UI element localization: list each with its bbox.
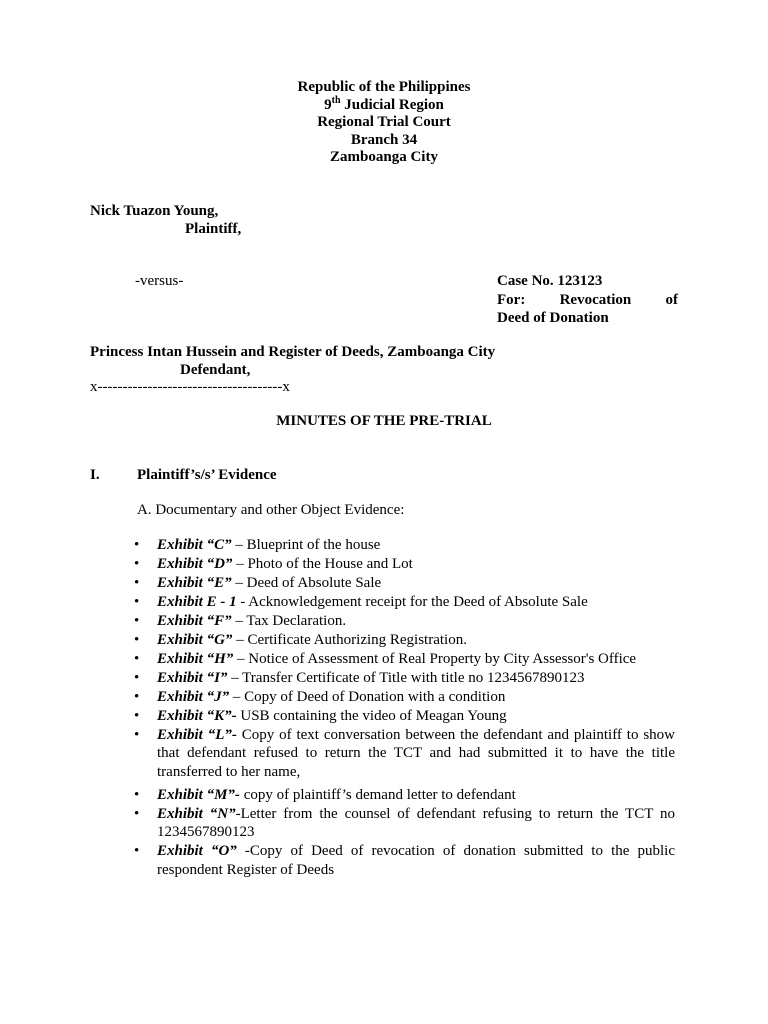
case-for-label: For: [497, 291, 526, 308]
exhibit-description: USB containing the video of Meagan Young [236, 707, 507, 724]
bullet-icon: • [134, 843, 140, 860]
case-number: Case No. 123123 [497, 273, 603, 289]
exhibit-label: Exhibit “I” [157, 669, 228, 686]
exhibit-description: – Copy of Deed of Donation with a condition [229, 688, 506, 705]
plaintiff-role: Plaintiff, [185, 221, 242, 237]
bullet-icon: • [134, 593, 140, 610]
case-caption [497, 272, 678, 328]
bullet-icon: • [134, 574, 140, 591]
exhibit-description: -Copy of Deed of revocation of donation submitted to the public respondent Register of Deeds [157, 843, 675, 878]
defendant-role: Defendant, [180, 362, 251, 378]
header-court: Regional Trial Court [317, 114, 451, 131]
exhibit-description: – Certificate Authorizing Registration. [232, 631, 467, 648]
exhibit-item [134, 555, 675, 574]
header-city: Zamboanga City [330, 149, 438, 166]
subsection-heading: A. Documentary and other Object Evidence: [137, 502, 405, 518]
bullet-icon: • [134, 669, 140, 686]
versus-text: -versus- [135, 273, 184, 289]
case-for-word2: of [665, 291, 678, 308]
header-republic: Republic of the Philippines [297, 79, 471, 95]
case-for-line2: Deed of Donation [497, 310, 609, 326]
exhibit-list [134, 536, 675, 880]
exhibit-label: Exhibit “J” [157, 688, 230, 705]
exhibit-label: Exhibit “F” [157, 612, 232, 629]
exhibit-label: Exhibit “K”- [157, 707, 237, 724]
exhibit-item [134, 574, 675, 593]
bullet-icon: • [134, 631, 140, 648]
bullet-icon: • [134, 612, 140, 629]
exhibit-description: – Notice of Assessment of Real Property by City Assessor's Office [233, 650, 637, 667]
exhibit-item [134, 707, 675, 726]
exhibit-description: – Photo of the House and Lot [232, 555, 413, 572]
caption-separator: x-------------------------------------x [90, 379, 290, 395]
exhibit-description: – Tax Declaration. [231, 612, 347, 629]
case-for-word1: Revocation [559, 291, 632, 308]
bullet-icon: • [134, 805, 140, 822]
exhibit-item [134, 650, 675, 669]
court-header [0, 79, 768, 167]
document-title: MINUTES OF THE PRE-TRIAL [276, 413, 492, 429]
exhibit-item [134, 536, 675, 555]
exhibit-item [134, 805, 675, 842]
exhibit-label: Exhibit E - 1 [157, 593, 237, 610]
section-numeral: I. [90, 467, 100, 483]
exhibit-label: Exhibit “H” [157, 650, 234, 667]
exhibit-item [134, 842, 675, 879]
bullet-icon: • [134, 786, 140, 803]
section-heading: Plaintiff’s/s’ Evidence [137, 467, 277, 483]
exhibit-item [134, 688, 675, 707]
plaintiff-name: Nick Tuazon Young, [90, 203, 219, 219]
exhibit-description: – Blueprint of the house [231, 537, 381, 553]
exhibit-label: Exhibit “E” [157, 574, 232, 591]
exhibit-item [134, 593, 675, 612]
exhibit-item [134, 726, 675, 782]
bullet-icon: • [134, 650, 140, 667]
exhibit-label: Exhibit “D” [157, 555, 233, 572]
case-for-line [497, 291, 678, 310]
exhibit-label: Exhibit “G” [157, 631, 233, 648]
exhibit-description: – Transfer Certificate of Title with title no 1234567890123 [227, 669, 585, 686]
exhibit-description: - Acknowledgement receipt for the Deed of Absolute Sale [236, 593, 588, 610]
bullet-icon: • [134, 726, 140, 743]
exhibit-label: Exhibit “O” [157, 843, 237, 860]
bullet-icon: • [134, 555, 140, 572]
exhibit-item [134, 612, 675, 631]
defendant-name: Princess Intan Hussein and Register of Deeds, Zamboanga City [90, 344, 496, 360]
exhibit-item [134, 669, 675, 688]
bullet-icon: • [134, 707, 140, 724]
header-judicial-region: 9th Judicial Region [324, 94, 444, 113]
exhibit-description: – Deed of Absolute Sale [231, 574, 382, 591]
exhibit-item [134, 631, 675, 650]
exhibit-label: Exhibit “C” [157, 537, 232, 553]
header-branch: Branch 34 [350, 131, 418, 148]
exhibit-description: copy of plaintiff’s demand letter to defendant [239, 786, 516, 803]
exhibit-description: -Letter from the counsel of defendant refusing to return the TCT no 1234567890123 [157, 805, 675, 841]
exhibit-label: Exhibit “N” [157, 805, 236, 822]
exhibit-label: Exhibit “L”- [157, 726, 237, 743]
exhibit-label: Exhibit “M”- [157, 786, 240, 803]
exhibit-description: Copy of text conversation between the defendant and plaintiff to show that defendant refused to return the TCT and had submitted it to have the title transferred to her name, [157, 726, 675, 781]
bullet-icon: • [134, 688, 140, 705]
exhibit-item [134, 786, 675, 805]
bullet-icon: • [134, 537, 140, 553]
